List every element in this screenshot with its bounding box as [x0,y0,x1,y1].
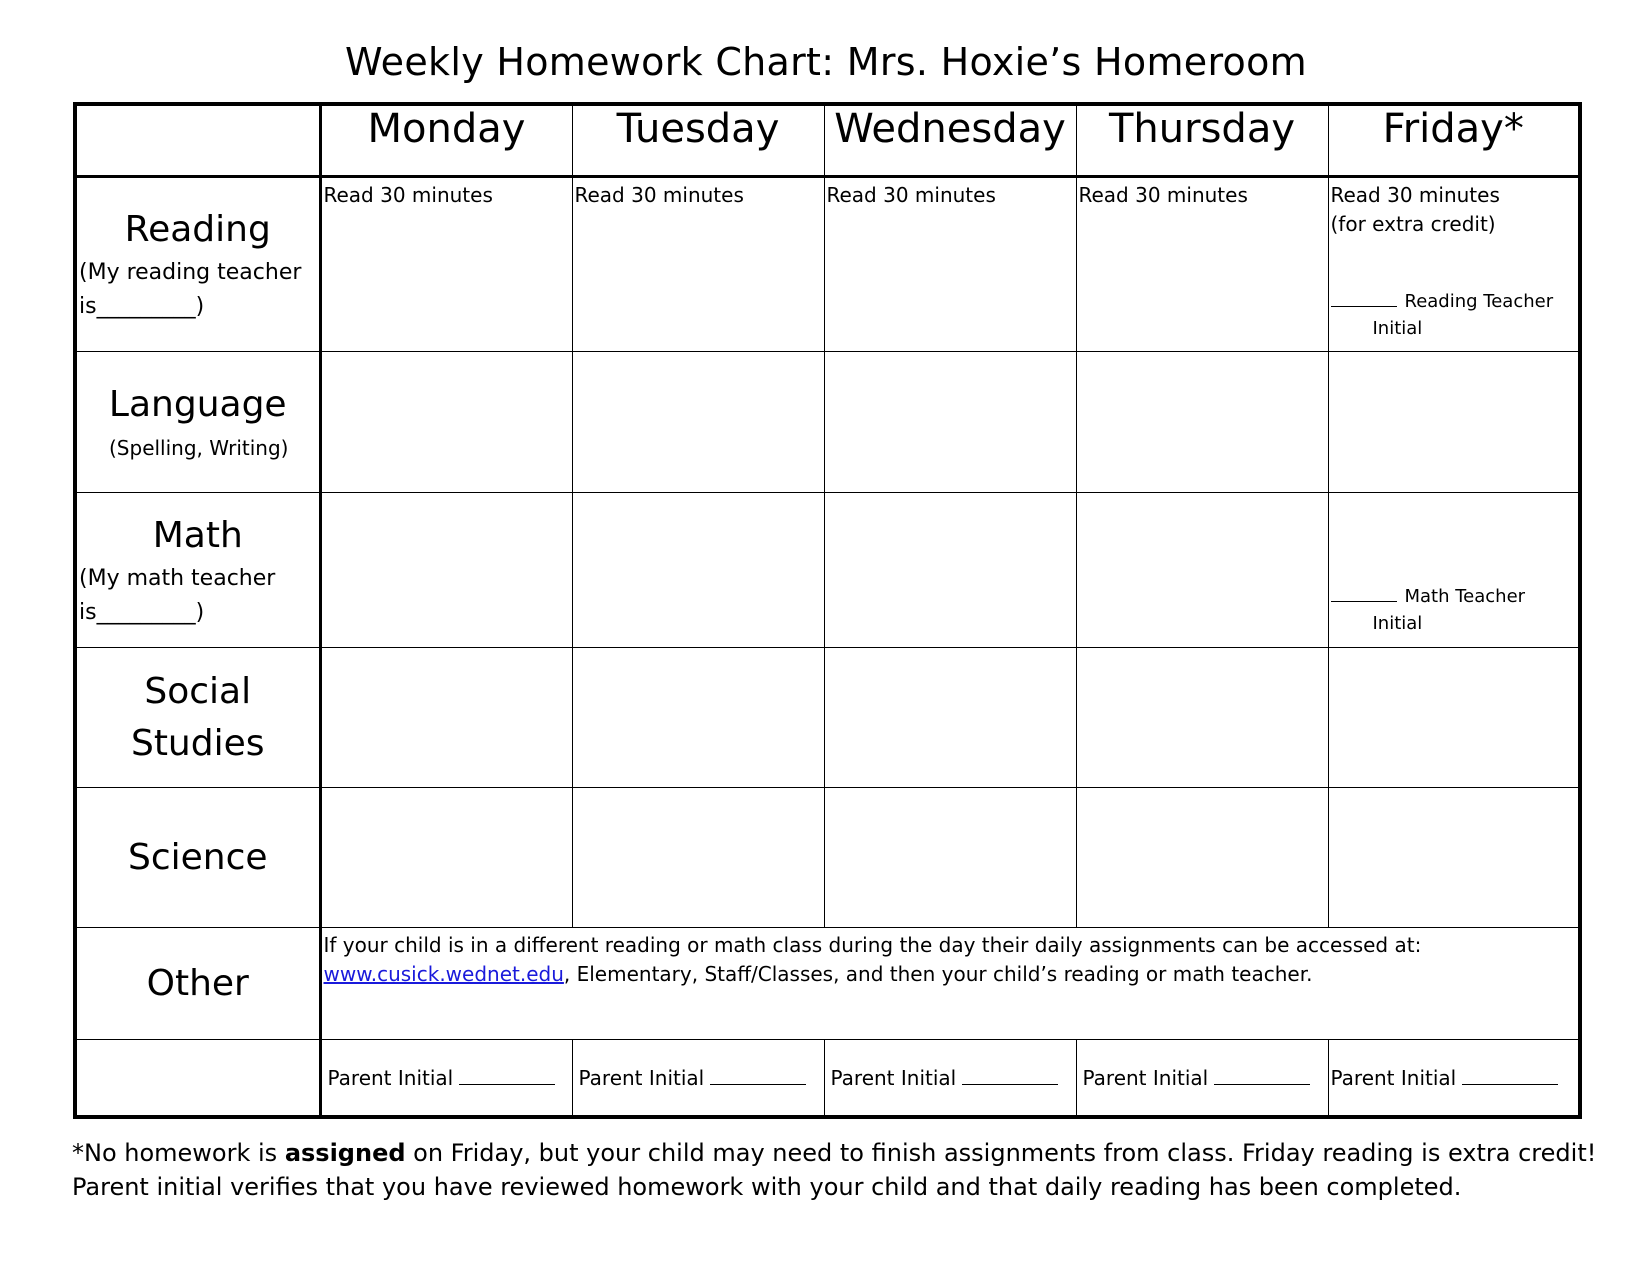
footer-suffix: on Friday, but your child may need to finish assignments from class. Friday reading is extra credit! [405,1139,1597,1167]
math-teacher-note-line2: is_________) [79,599,205,625]
footer-note [72,1136,1612,1204]
day-header-wednesday: Wednesday [824,104,1076,176]
other-notes-line2-rest: , Elementary, Staff/Classes, and then your child’s reading or math teacher. [563,962,1313,987]
reading-thursday-cell[interactable] [1076,176,1328,351]
day-header-friday: Friday* [1328,104,1580,176]
reading-teacher-initial-label: Reading Teacher [1404,290,1554,312]
social-studies-label-line1: Social [144,670,252,712]
parent-initial-line [710,1070,806,1085]
reading-friday-cell[interactable] [1328,176,1580,351]
math-friday-cell[interactable] [1328,492,1580,647]
language-wednesday-cell[interactable] [824,351,1076,492]
parent-initial-line [962,1070,1058,1085]
parent-row-label-cell [75,1040,320,1117]
science-monday-cell[interactable] [320,788,572,928]
reading-tuesday-text: Read 30 minutes [574,182,744,207]
math-teacher-initial-label: Math Teacher [1404,585,1526,607]
math-teacher-initial[interactable] [1331,583,1526,637]
reading-teacher-note-line2: is_________) [79,294,205,320]
social-friday-cell[interactable] [1328,648,1580,788]
other-row [75,928,1580,1040]
language-friday-cell[interactable] [1328,351,1580,492]
cusick-website-link[interactable]: www.cusick.wednet.edu [323,962,564,987]
reading-friday-text-line1: Read 30 minutes [1330,182,1500,207]
science-thursday-cell[interactable] [1076,788,1328,928]
footer-line2: Parent initial verifies that you have reviewed homework with your child and that daily reading has been completed. [72,1173,1462,1201]
math-teacher-initial-word: Initial [1372,612,1423,634]
reading-wednesday-cell[interactable] [824,176,1076,351]
social-tuesday-cell[interactable] [572,648,824,788]
day-header-monday: Monday [320,104,572,176]
parent-initial-tuesday[interactable] [572,1040,824,1117]
parent-initial-thursday[interactable] [1076,1040,1328,1117]
parent-initial-line [1214,1070,1310,1085]
reading-label: Reading [124,209,271,251]
parent-initial-label: Parent Initial [1082,1065,1209,1090]
social-studies-row [75,648,1580,788]
language-thursday-cell[interactable] [1076,351,1328,492]
science-tuesday-cell[interactable] [572,788,824,928]
math-row [75,492,1580,647]
social-wednesday-cell[interactable] [824,648,1076,788]
footer-bold: assigned [284,1139,406,1167]
math-monday-cell[interactable] [320,492,572,647]
parent-initial-label: Parent Initial [1330,1065,1457,1090]
language-note: (Spelling, Writing) [109,435,289,460]
math-tuesday-cell[interactable] [572,492,824,647]
parent-initial-label: Parent Initial [327,1065,454,1090]
social-studies-label-line2: Studies [130,722,265,764]
reading-teacher-initial-word: Initial [1372,317,1423,339]
social-monday-cell[interactable] [320,648,572,788]
science-wednesday-cell[interactable] [824,788,1076,928]
other-notes-line2 [324,960,1579,989]
reading-thursday-text: Read 30 minutes [1078,182,1248,207]
social-thursday-cell[interactable] [1076,648,1328,788]
science-row [75,788,1580,928]
reading-wednesday-text: Read 30 minutes [826,182,996,207]
footer-prefix: *No homework is [72,1139,285,1167]
reading-friday-text-line2: (for extra credit) [1330,211,1496,236]
reading-subject-cell [75,176,320,351]
homework-table [73,102,1582,1119]
parent-initial-friday[interactable] [1328,1040,1580,1117]
reading-monday-text: Read 30 minutes [323,182,493,207]
math-wednesday-cell[interactable] [824,492,1076,647]
other-notes-text [322,928,1579,989]
math-subject-cell [75,492,320,647]
corner-cell [75,104,320,176]
other-notes-cell [320,928,1580,1040]
parent-initial-label: Parent Initial [578,1065,705,1090]
other-subject-cell [75,928,320,1040]
reading-monday-cell[interactable] [320,176,572,351]
parent-initial-label: Parent Initial [830,1065,957,1090]
language-label: Language [108,383,287,425]
other-label: Other [146,962,249,1004]
language-subject-cell [75,351,320,492]
parent-initial-wednesday[interactable] [824,1040,1076,1117]
parent-initial-monday[interactable] [320,1040,572,1117]
math-teacher-note-line1: (My math teacher [79,565,276,591]
other-notes-line1: If your child is in a different reading or math class during the day their daily assignments can be accessed at: [323,933,1422,958]
page-title: Weekly Homework Chart: Mrs. Hoxie’s Homeroom [345,40,1307,84]
reading-teacher-note-line1: (My reading teacher [79,260,302,286]
parent-initial-line [459,1070,555,1085]
reading-tuesday-cell[interactable] [572,176,824,351]
math-label: Math [152,514,243,556]
science-subject-cell [75,788,320,928]
day-header-thursday: Thursday [1076,104,1328,176]
language-row [75,351,1580,492]
footer-line1 [72,1136,1612,1170]
parent-initial-line [1462,1070,1558,1085]
science-label: Science [127,836,268,878]
language-tuesday-cell[interactable] [572,351,824,492]
math-teacher-initial-line [1331,587,1397,602]
day-header-tuesday: Tuesday [572,104,824,176]
math-thursday-cell[interactable] [1076,492,1328,647]
reading-teacher-initial[interactable] [1331,288,1554,342]
science-friday-cell[interactable] [1328,788,1580,928]
language-monday-cell[interactable] [320,351,572,492]
header-row [75,104,1580,176]
parent-initial-row [75,1040,1580,1117]
social-studies-subject-cell [75,648,320,788]
reading-teacher-initial-line [1331,292,1397,307]
reading-row [75,176,1580,351]
